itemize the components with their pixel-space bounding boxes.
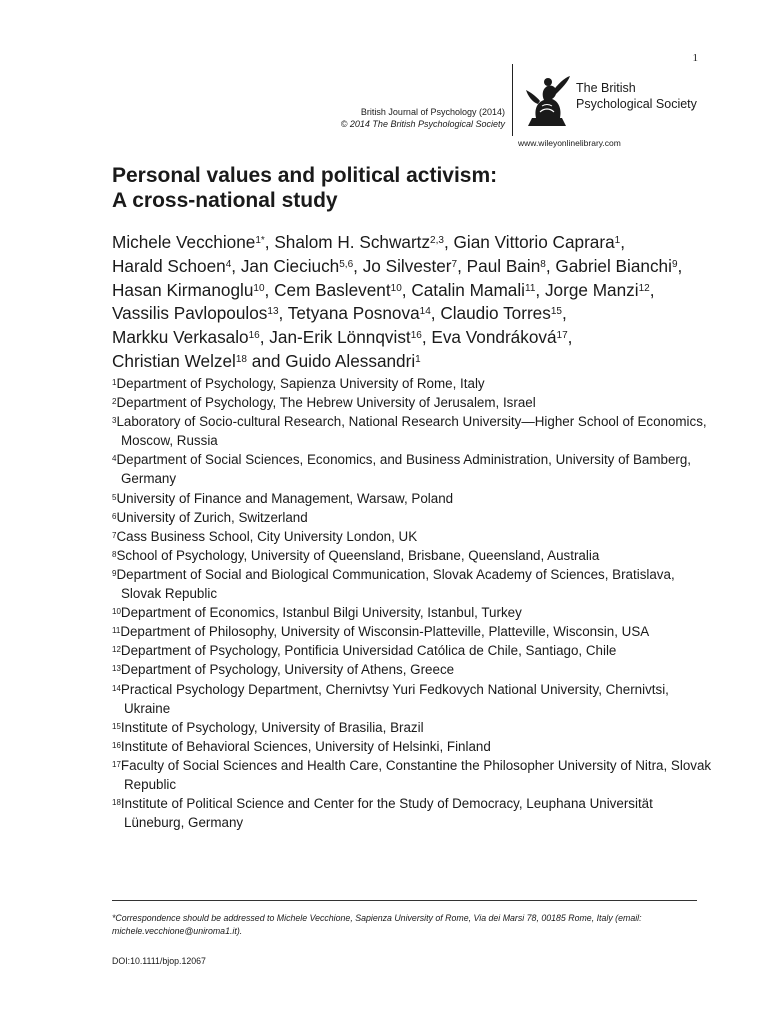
affiliation-text: Department of Psychology, The Hebrew University of Jerusalem, Israel <box>116 395 536 411</box>
affiliation-item <box>112 718 712 737</box>
author-name: Jo Silvester <box>362 255 452 276</box>
affiliation-item <box>112 508 712 527</box>
title-line-1: Personal values and political activism: <box>112 164 498 187</box>
author-affiliation-marker: 16 <box>248 330 260 342</box>
affiliation-number: 15 <box>112 721 121 731</box>
affiliation-text: Department of Philosophy, University of Wisconsin-Platteville, Platteville, Wisconsin, USA <box>120 624 650 640</box>
affiliation-item <box>112 374 712 393</box>
journal-copyright: © 2014 The British Psychological Society <box>340 119 505 129</box>
journal-info <box>300 106 505 130</box>
affiliation-number: 9 <box>112 568 117 578</box>
author-separator: , <box>421 327 432 348</box>
author-separator: , <box>401 279 412 300</box>
author-name: Jan-Erik Lönnqvist <box>269 327 411 348</box>
author-separator: , <box>443 232 454 252</box>
author-affiliation-marker: 15 <box>550 306 562 318</box>
affiliation-number: 14 <box>112 683 121 693</box>
affiliation-number: 2 <box>112 397 117 407</box>
publisher-line-2: Psychological Society <box>576 97 697 111</box>
paper-title <box>112 163 672 213</box>
author-affiliation-marker: 4 <box>225 258 232 270</box>
author-affiliation-marker: 5,6 <box>339 258 354 270</box>
publisher-line-1: The British <box>576 81 636 95</box>
affiliation-item <box>112 660 712 679</box>
author-name: Jorge Manzi <box>544 279 639 300</box>
author-affiliation-marker: 1* <box>255 235 265 246</box>
affiliation-text: University of Finance and Management, Warsaw, Poland <box>116 490 454 506</box>
affiliation-text: Department of Economics, Istanbul Bilgi University, Istanbul, Turkey <box>120 605 522 621</box>
author-affiliation-marker: 17 <box>556 330 568 342</box>
author-affiliation-marker: 16 <box>410 330 422 342</box>
author-name: Eva Vondráková <box>431 327 557 348</box>
affiliation-number: 8 <box>112 549 117 559</box>
author-name: Vassilis Pavlopoulos <box>112 303 268 324</box>
author-affiliation-marker: 10 <box>390 282 402 294</box>
affiliation-text: University of Zurich, Switzerland <box>116 509 308 525</box>
author-affiliation-marker: 9 <box>671 258 678 270</box>
author-name: Markku Verkasalo <box>112 327 249 348</box>
affiliation-item <box>112 565 712 603</box>
affiliation-item <box>112 603 712 622</box>
affiliation-text: School of Psychology, University of Queensland, Brisbane, Queensland, Australia <box>116 547 600 563</box>
affiliation-text: Institute of Psychology, University of Brasilia, Brazil <box>120 719 424 735</box>
author-affiliation-marker: 12 <box>638 282 650 294</box>
author-name: Gian Vittorio Caprara <box>453 232 615 252</box>
publisher-url[interactable]: www.wileyonlinelibrary.com <box>518 138 621 148</box>
affiliation-text: Laboratory of Socio-cultural Research, National Research University—Higher School of Economics, Moscow, Russia <box>116 414 707 449</box>
bps-logo-icon <box>518 68 576 130</box>
author-name: Claudio Torres <box>440 303 551 324</box>
affiliation-number: 6 <box>112 511 117 521</box>
author-name: Guido Alessandri <box>285 350 416 371</box>
affiliation-item <box>112 527 712 546</box>
author-affiliation-marker: 1 <box>415 353 421 365</box>
correspondence-footnote: *Correspondence should be addressed to Michele Vecchione, Sapienza University of Rome, Via dei Marsi 78, 00185 Rome, Italy (email: michele.vecchione@uniroma1.it). <box>112 913 642 936</box>
affiliation-item <box>112 546 712 565</box>
author-separator: , <box>278 303 288 324</box>
affiliation-number: 12 <box>112 645 121 655</box>
affiliation-text: Department of Psychology, Sapienza University of Rome, Italy <box>116 376 485 391</box>
author-separator: , <box>535 279 545 300</box>
affiliation-text: Department of Psychology, University of Athens, Greece <box>120 662 455 678</box>
author-affiliation-marker: 14 <box>419 306 431 318</box>
author-separator: , <box>430 303 441 324</box>
author-separator: , <box>545 255 556 276</box>
author-separator: , <box>264 279 275 300</box>
author-list <box>112 231 712 374</box>
author-separator: , <box>677 255 683 276</box>
footnote-divider <box>112 900 697 901</box>
author-affiliation-marker: 13 <box>267 306 279 318</box>
affiliation-number: 13 <box>112 664 121 674</box>
affiliation-text: Department of Social and Biological Communication, Slovak Academy of Sciences, Bratislava, Slovak Republic <box>116 566 675 602</box>
author-separator: , <box>259 327 270 348</box>
author-separator: , <box>561 303 567 324</box>
header-divider <box>512 64 513 136</box>
affiliation-number: 16 <box>112 740 121 750</box>
author-affiliation-marker: 7 <box>451 258 458 270</box>
page-number: 1 <box>692 52 698 64</box>
affiliation-list <box>112 374 712 832</box>
author-name: Jan Cieciuch <box>240 255 340 276</box>
affiliation-item <box>112 641 712 660</box>
author-name: Harald Schoen <box>112 255 226 276</box>
author-name: Shalom H. Schwartz <box>274 232 431 252</box>
affiliation-number: 7 <box>112 530 117 540</box>
author-name: Tetyana Posnova <box>287 303 420 324</box>
affiliation-text: Department of Social Sciences, Economics, and Business Administration, University of Bamberg, Germany <box>116 452 692 487</box>
author-separator: , <box>620 232 625 252</box>
affiliation-number: 18 <box>112 798 121 808</box>
affiliation-text: Practical Psychology Department, Chernivtsy Yuri Fedkovych National University, Chernivtsi, Ukraine <box>120 681 669 716</box>
affiliation-text: Cass Business School, City University London, UK <box>116 528 418 544</box>
affiliation-number: 17 <box>112 759 121 769</box>
publisher-name <box>576 80 697 112</box>
author-separator: , <box>457 255 467 276</box>
title-line-2: A cross-national study <box>112 189 338 212</box>
affiliation-item <box>112 680 712 718</box>
affiliation-item <box>112 393 712 412</box>
author-name: Paul Bain <box>466 255 541 276</box>
author-name: Michele Vecchione <box>112 232 256 252</box>
author-affiliation-marker: 10 <box>253 282 265 294</box>
author-affiliation-marker: 11 <box>525 282 536 294</box>
author-affiliation-marker: 2,3 <box>430 235 444 246</box>
author-affiliation-marker: 18 <box>235 353 247 365</box>
author-name: Cem Baslevent <box>274 279 391 300</box>
author-separator: , <box>649 279 655 300</box>
author-separator: , <box>264 232 275 252</box>
affiliation-item <box>112 412 712 450</box>
affiliation-text: Institute of Political Science and Center for the Study of Democracy, Leuphana Universität Lüneburg, Germany <box>120 796 653 831</box>
affiliation-item <box>112 756 712 794</box>
author-affiliation-marker: 8 <box>540 258 546 270</box>
affiliation-item <box>112 489 712 508</box>
affiliation-number: 3 <box>112 416 117 426</box>
author-name: Gabriel Bianchi <box>555 255 672 276</box>
affiliation-number: 1 <box>112 378 117 387</box>
journal-name: British Journal of Psychology (2014) <box>360 107 505 117</box>
author-affiliation-marker: 1 <box>614 235 621 246</box>
author-name: Hasan Kirmanoglu <box>112 279 254 300</box>
affiliation-item <box>112 794 712 832</box>
affiliation-text: Institute of Behavioral Sciences, University of Helsinki, Finland <box>120 738 491 754</box>
affiliation-number: 10 <box>112 607 121 617</box>
author-separator: , <box>231 255 241 276</box>
affiliation-text: Department of Psychology, Pontificia Universidad Católica de Chile, Santiago, Chile <box>120 643 617 659</box>
affiliation-number: 4 <box>112 454 117 464</box>
affiliation-number: 11 <box>112 626 121 636</box>
affiliation-item <box>112 737 712 756</box>
affiliation-text: Faculty of Social Sciences and Health Care, Constantine the Philosopher University of Nitra, Slovak Republic <box>120 757 712 792</box>
author-separator: , <box>353 255 363 276</box>
affiliation-item <box>112 622 712 641</box>
author-name: Christian Welzel <box>112 350 236 371</box>
author-name: Catalin Mamali <box>411 279 525 300</box>
affiliation-item <box>112 450 712 488</box>
affiliation-number: 5 <box>112 492 117 502</box>
author-separator: , <box>567 327 573 348</box>
author-separator: and <box>246 350 286 371</box>
doi: DOI:10.1111/bjop.12067 <box>112 956 206 966</box>
